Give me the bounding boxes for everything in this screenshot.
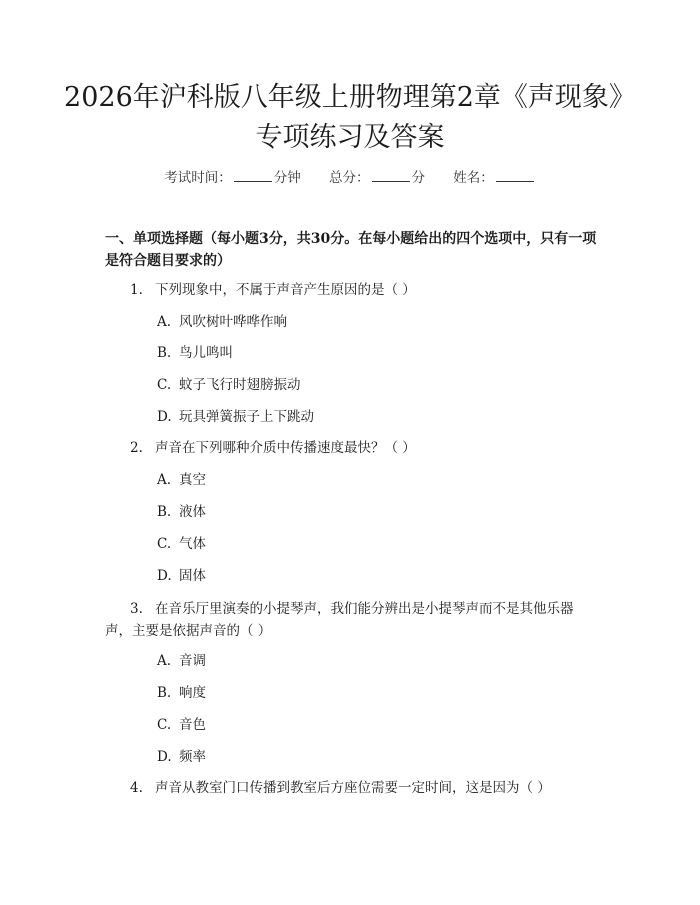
option-letter: C.	[157, 536, 172, 552]
page-title: 2026年沪科版八年级上册物理第2章《声现象》专项练习及答案	[64, 82, 636, 153]
question-number: 4.	[130, 780, 143, 796]
question-1	[105, 279, 595, 301]
q3-option-d	[157, 747, 206, 767]
option-letter: B.	[157, 685, 172, 701]
q1-option-b	[157, 343, 233, 363]
student-name	[453, 168, 536, 188]
option-letter: B.	[157, 345, 172, 361]
question-number: 3.	[130, 601, 143, 617]
q1-option-c	[157, 375, 301, 395]
option-text: 真空	[179, 472, 206, 488]
option-text: 蚊子飞行时翅膀振动	[179, 377, 301, 393]
option-text: 鸟儿鸣叫	[179, 345, 233, 361]
q2-option-c	[157, 534, 206, 554]
question-stem: 在音乐厅里演奏的小提琴声，我们能分辨出是小提琴声而不是其他乐器声，主要是依据声音的（ ）	[105, 601, 574, 639]
option-text: 气体	[179, 536, 206, 552]
q2-option-a	[157, 470, 206, 490]
q3-option-b	[157, 683, 206, 703]
question-number: 1.	[130, 282, 143, 298]
exam-time-blank	[234, 169, 272, 182]
option-letter: C.	[157, 717, 172, 733]
student-name-label: 姓名：	[453, 170, 494, 186]
q2-option-d	[157, 566, 206, 586]
option-text: 玩具弹簧振子上下跳动	[179, 409, 314, 425]
section-heading: 一、单项选择题（每小题3分，共30分。在每小题给出的四个选项中，只有一项是符合题目要求的）	[105, 231, 597, 269]
option-letter: D.	[157, 749, 172, 765]
option-letter: D.	[157, 409, 172, 425]
total-score-unit: 分	[411, 170, 425, 186]
question-stem: 声音从教室门口传播到教室后方座位需要一定时间，这是因为（ ）	[155, 780, 551, 796]
question-2	[105, 437, 595, 459]
q3-option-a	[157, 651, 206, 671]
question-3	[105, 598, 595, 642]
option-text: 音调	[179, 653, 206, 669]
option-letter: D.	[157, 568, 172, 584]
question-stem: 声音在下列哪种介质中传播速度最快？（ ）	[155, 440, 416, 456]
option-letter: B.	[157, 504, 172, 520]
option-letter: A.	[157, 314, 172, 330]
total-score	[329, 168, 425, 188]
option-text: 频率	[179, 749, 206, 765]
exam-time	[164, 168, 301, 188]
option-text: 液体	[179, 504, 206, 520]
option-letter: A.	[157, 472, 172, 488]
q1-option-a	[157, 312, 287, 332]
total-score-label: 总分：	[329, 170, 370, 186]
exam-time-label: 考试时间：	[164, 170, 232, 186]
q1-option-d	[157, 407, 314, 427]
question-4	[105, 777, 595, 799]
question-number: 2.	[130, 440, 143, 456]
exam-time-unit: 分钟	[273, 170, 301, 186]
q2-option-b	[157, 502, 206, 522]
q3-option-c	[157, 715, 206, 735]
total-score-blank	[372, 169, 410, 182]
exam-meta	[0, 168, 700, 188]
option-letter: C.	[157, 377, 172, 393]
question-stem: 下列现象中，不属于声音产生原因的是（ ）	[155, 282, 416, 298]
student-name-blank	[496, 169, 534, 182]
option-text: 音色	[179, 717, 206, 733]
option-letter: A.	[157, 653, 172, 669]
option-text: 响度	[179, 685, 206, 701]
option-text: 风吹树叶哗哗作响	[179, 314, 287, 330]
option-text: 固体	[179, 568, 206, 584]
